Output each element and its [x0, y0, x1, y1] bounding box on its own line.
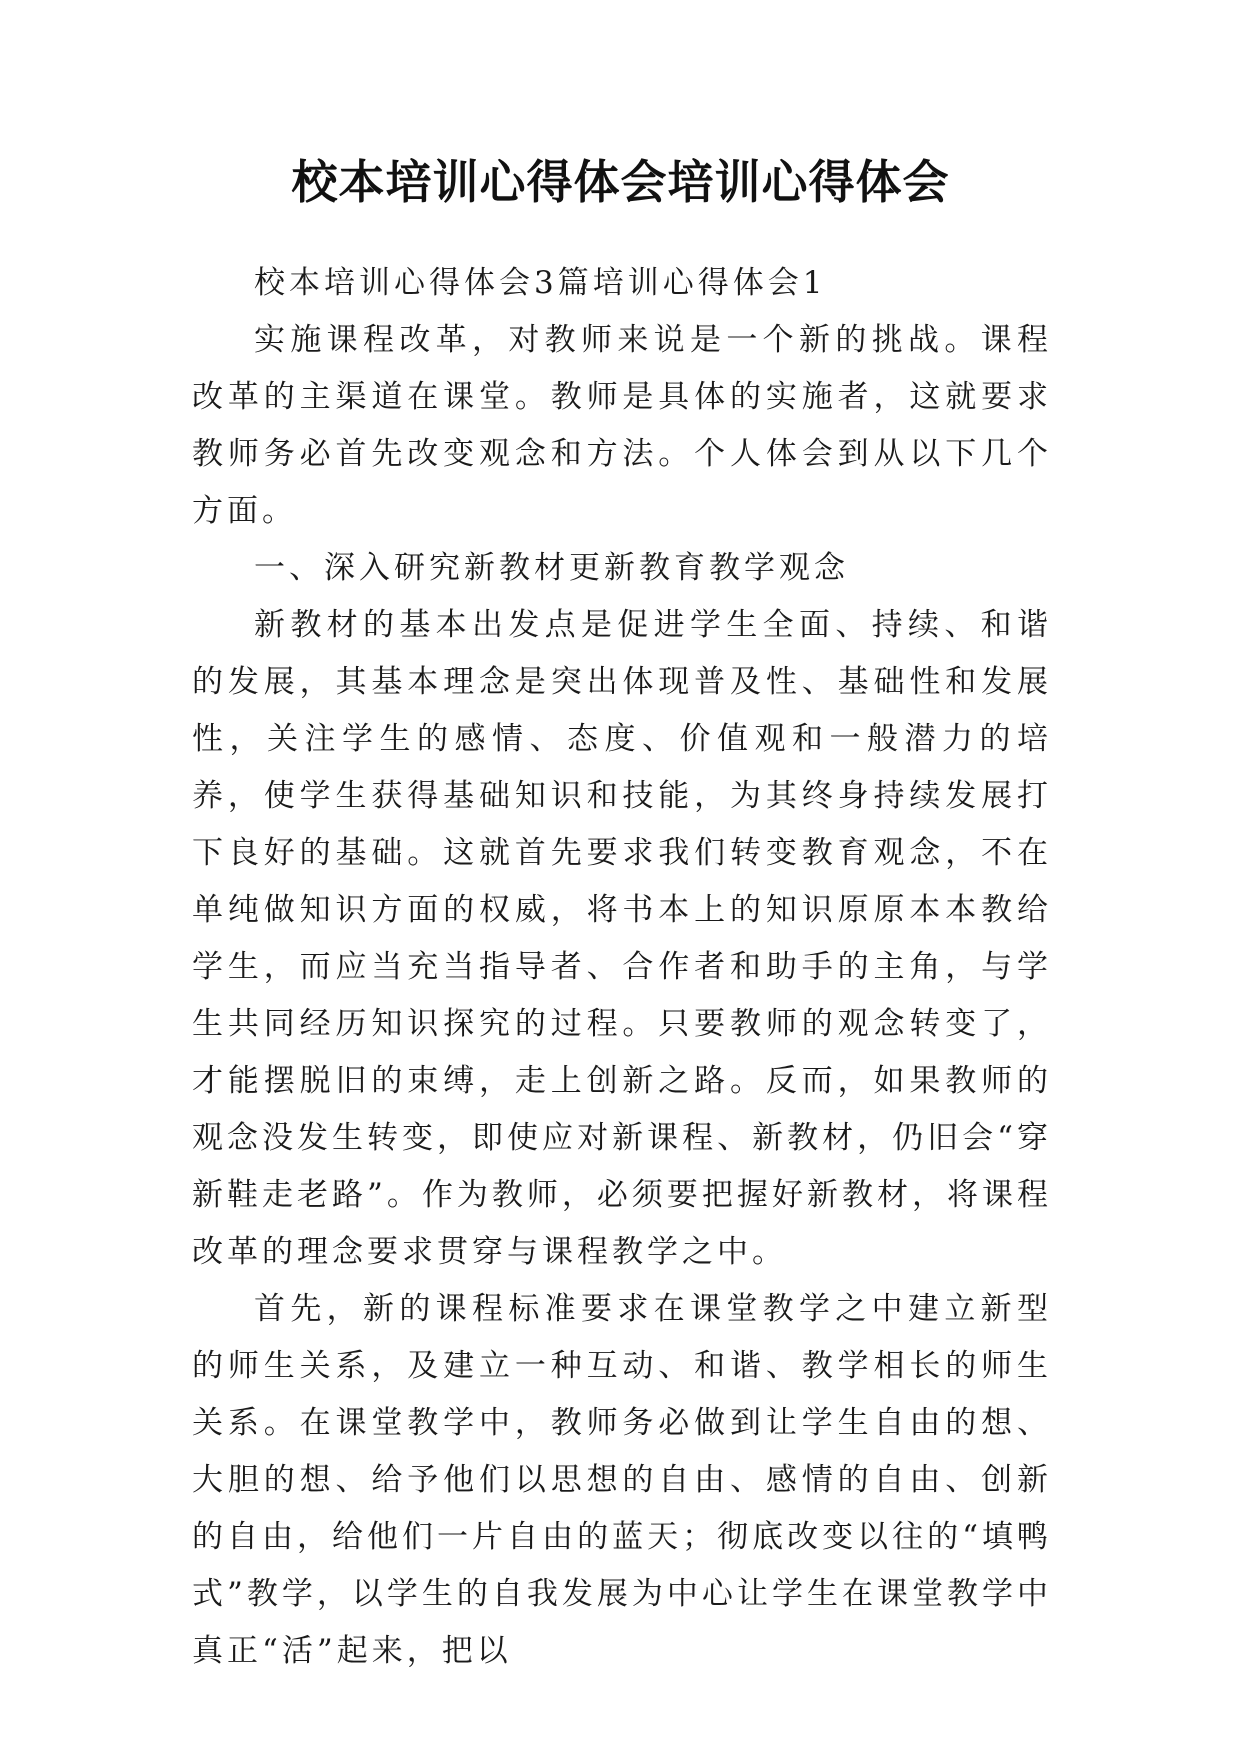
paragraph-new-textbook: 新教材的基本出发点是促进学生全面、持续、和谐的发展，其基本理念是突出体现普及性、基础性和发展性，关注学生的感情、态度、价值观和一般潜力的培养，使学生获得基础知识和技能，为其终身持续发展打下良好的基础。这就首先要求我们转变教育观念，不在单纯做知识方面的权威，将书本上的知识原原本本教给学生，而应当充当指导者、合作者和助手的主角，与学生共同经历知识探究的过程。只要教师的观念转变了，才能摆脱旧的束缚，走上创新之路。反而，如果教师的观念没发生转变，即使应对新课程、新教材，仍旧会“穿新鞋走老路”。作为教师，必须要把握好新教材，将课程改革的理念要求贯穿与课程教学之中。 — [192, 607, 1052, 1270]
document-body — [192, 255, 1052, 1680]
paragraph-subtitle: 校本培训心得体会3篇培训心得体会1 — [254, 265, 827, 301]
document-title: 校本培训心得体会培训心得体会 — [291, 155, 950, 209]
paragraph-intro: 实施课程改革，对教师来说是一个新的挑战。课程改革的主渠道在课堂。教师是具体的实施者，这就要求教师务必首先改变观念和方法。个人体会到从以下几个方面。 — [192, 322, 1052, 529]
section-heading: 一、深入研究新教材更新教育教学观念 — [254, 550, 849, 586]
paragraph-first: 首先，新的课程标准要求在课堂教学之中建立新型的师生关系，及建立一种互动、和谐、教学相长的师生关系。在课堂教学中，教师务必做到让学生自由的想、大胆的想、给予他们以思想的自由、感情的自由、创新的自由，给他们一片自由的蓝天；彻底改变以往的“填鸭式”教学，以学生的自我发展为中心让学生在课堂教学中真正“活”起来，把以 — [192, 1291, 1052, 1669]
